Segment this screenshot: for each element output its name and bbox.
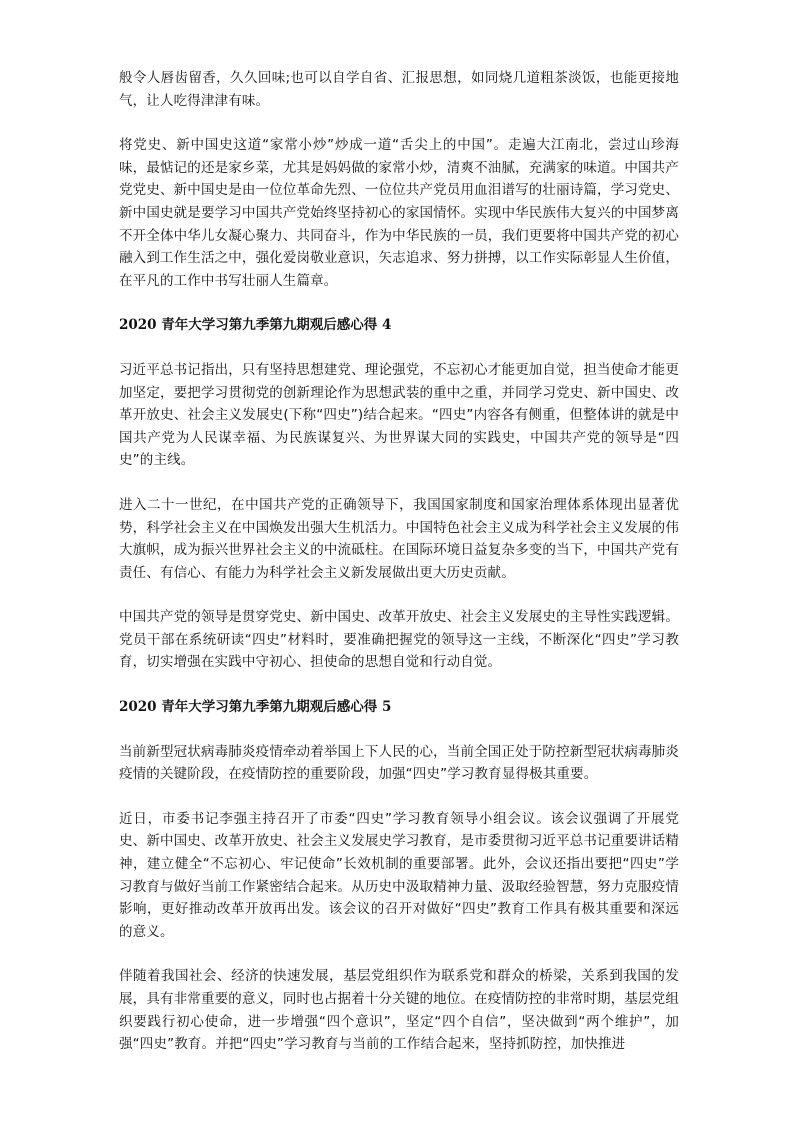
section-heading: 2020 青年大学习第九季第九期观后感心得 5	[119, 699, 392, 716]
paragraph: 习近平总书记指出，只有坚持思想建党、理论强党，不忘初心才能更加自觉，担当使命才能更加坚定，要把学习贯彻党的创新理论作为思想武装的重中之重，并同学习党史、新中国史、改革开放史、社会主义发展史(下称“四史”)结合起来。“四史”内容各有侧重，但整体讲的就是中国共产党为人民谋幸福、为民族谋复兴、为世界谋大同的实践史，中国共产党的领导是“四史”的主线。	[119, 361, 679, 469]
paragraph: 进入二十一世纪，在中国共产党的正确领导下，我国国家制度和国家治理体系体现出显著优势，科学社会主义在中国焕发出强大生机活力。中国特色社会主义成为科学社会主义发展的伟大旗帜，成为振兴世界社会主义的中流砥柱。在国际环境日益复杂多变的当下，中国共产党有责任、有信心、有能力为科学社会主义新发展做出更大历史贡献。	[119, 496, 679, 581]
section-heading: 2020 青年大学习第九季第九期观后感心得 4	[119, 317, 392, 334]
paragraph: 中国共产党的领导是贯穿党史、新中国史、改革开放史、社会主义发展史的主导性实践逻辑。党员干部在系统研读“四史”材料时，要准确把握党的领导这一主线，不断深化“四史”学习教育，切实增强在实践中守初心、担使命的思想自觉和行动自觉。	[119, 609, 679, 671]
paragraph: 般令人唇齿留香，久久回味;也可以自学自省、汇报思想，如同烧几道粗茶淡饭，也能更接地气，让人吃得津津有味。	[119, 70, 679, 109]
paragraph: 伴随着我国社会、经济的快速发展，基层党组织作为联系党和群众的桥梁，关系到我国的发展，具有非常重要的意义，同时也占据着十分关键的地位。在疫情防控的非常时期，基层党组织要践行初心使命，进一步增强“四个意识”，坚定“四个自信”，坚决做到“两个维护”，加强“四史”教育。并把“四史”学习教育与当前的工作结合起来，坚持抓防控，加快推进	[119, 968, 679, 1053]
paragraph: 近日，市委书记李强主持召开了市委“四史”学习教育领导小组会议。该会议强调了开展党史、新中国史、改革开放史、社会主义发展史学习教育，是市委贯彻习近平总书记重要讲话精神，建立健全“不忘初心、牢记使命”长效机制的重要部署。此外，会议还指出要把“四史”学习教育与做好当前工作紧密结合起来。从历史中汲取精神力量、汲取经验智慧，努力克服疫情影响，更好推动改革开放再出发。该会议的召开对做好“四史”教育工作具有极其重要和深远的意义。	[119, 810, 679, 940]
paragraph: 将党史、新中国史这道“家常小炒”炒成一道“舌尖上的中国”。走遍大江南北，尝过山珍海味，最惦记的还是家乡菜，尤其是妈妈做的家常小炒，清爽不油腻，充满家的味道。中国共产党党史、新中国史是由一位位革命先烈、一位位共产党员用血泪谱写的壮丽诗篇，学习党史、新中国史就是要学习中国共产党始终坚持初心的家国情怀。实现中华民族伟大复兴的中国梦离不开全体中华儿女凝心聚力、共同奋斗，作为中华民族的一员，我们更要将中国共产党的初心融入到工作生活之中，强化爱岗敬业意识，矢志追求、努力拼搏，以工作实际彰显人生价值，在平凡的工作中书写壮丽人生篇章。	[119, 137, 679, 289]
paragraph: 当前新型冠状病毒肺炎疫情牵动着举国上下人民的心，当前全国正处于防控新型冠状病毒肺炎疫情的关键阶段，在疫情防控的重要阶段，加强“四史”学习教育显得极其重要。	[119, 743, 679, 783]
document-body	[119, 67, 679, 1056]
